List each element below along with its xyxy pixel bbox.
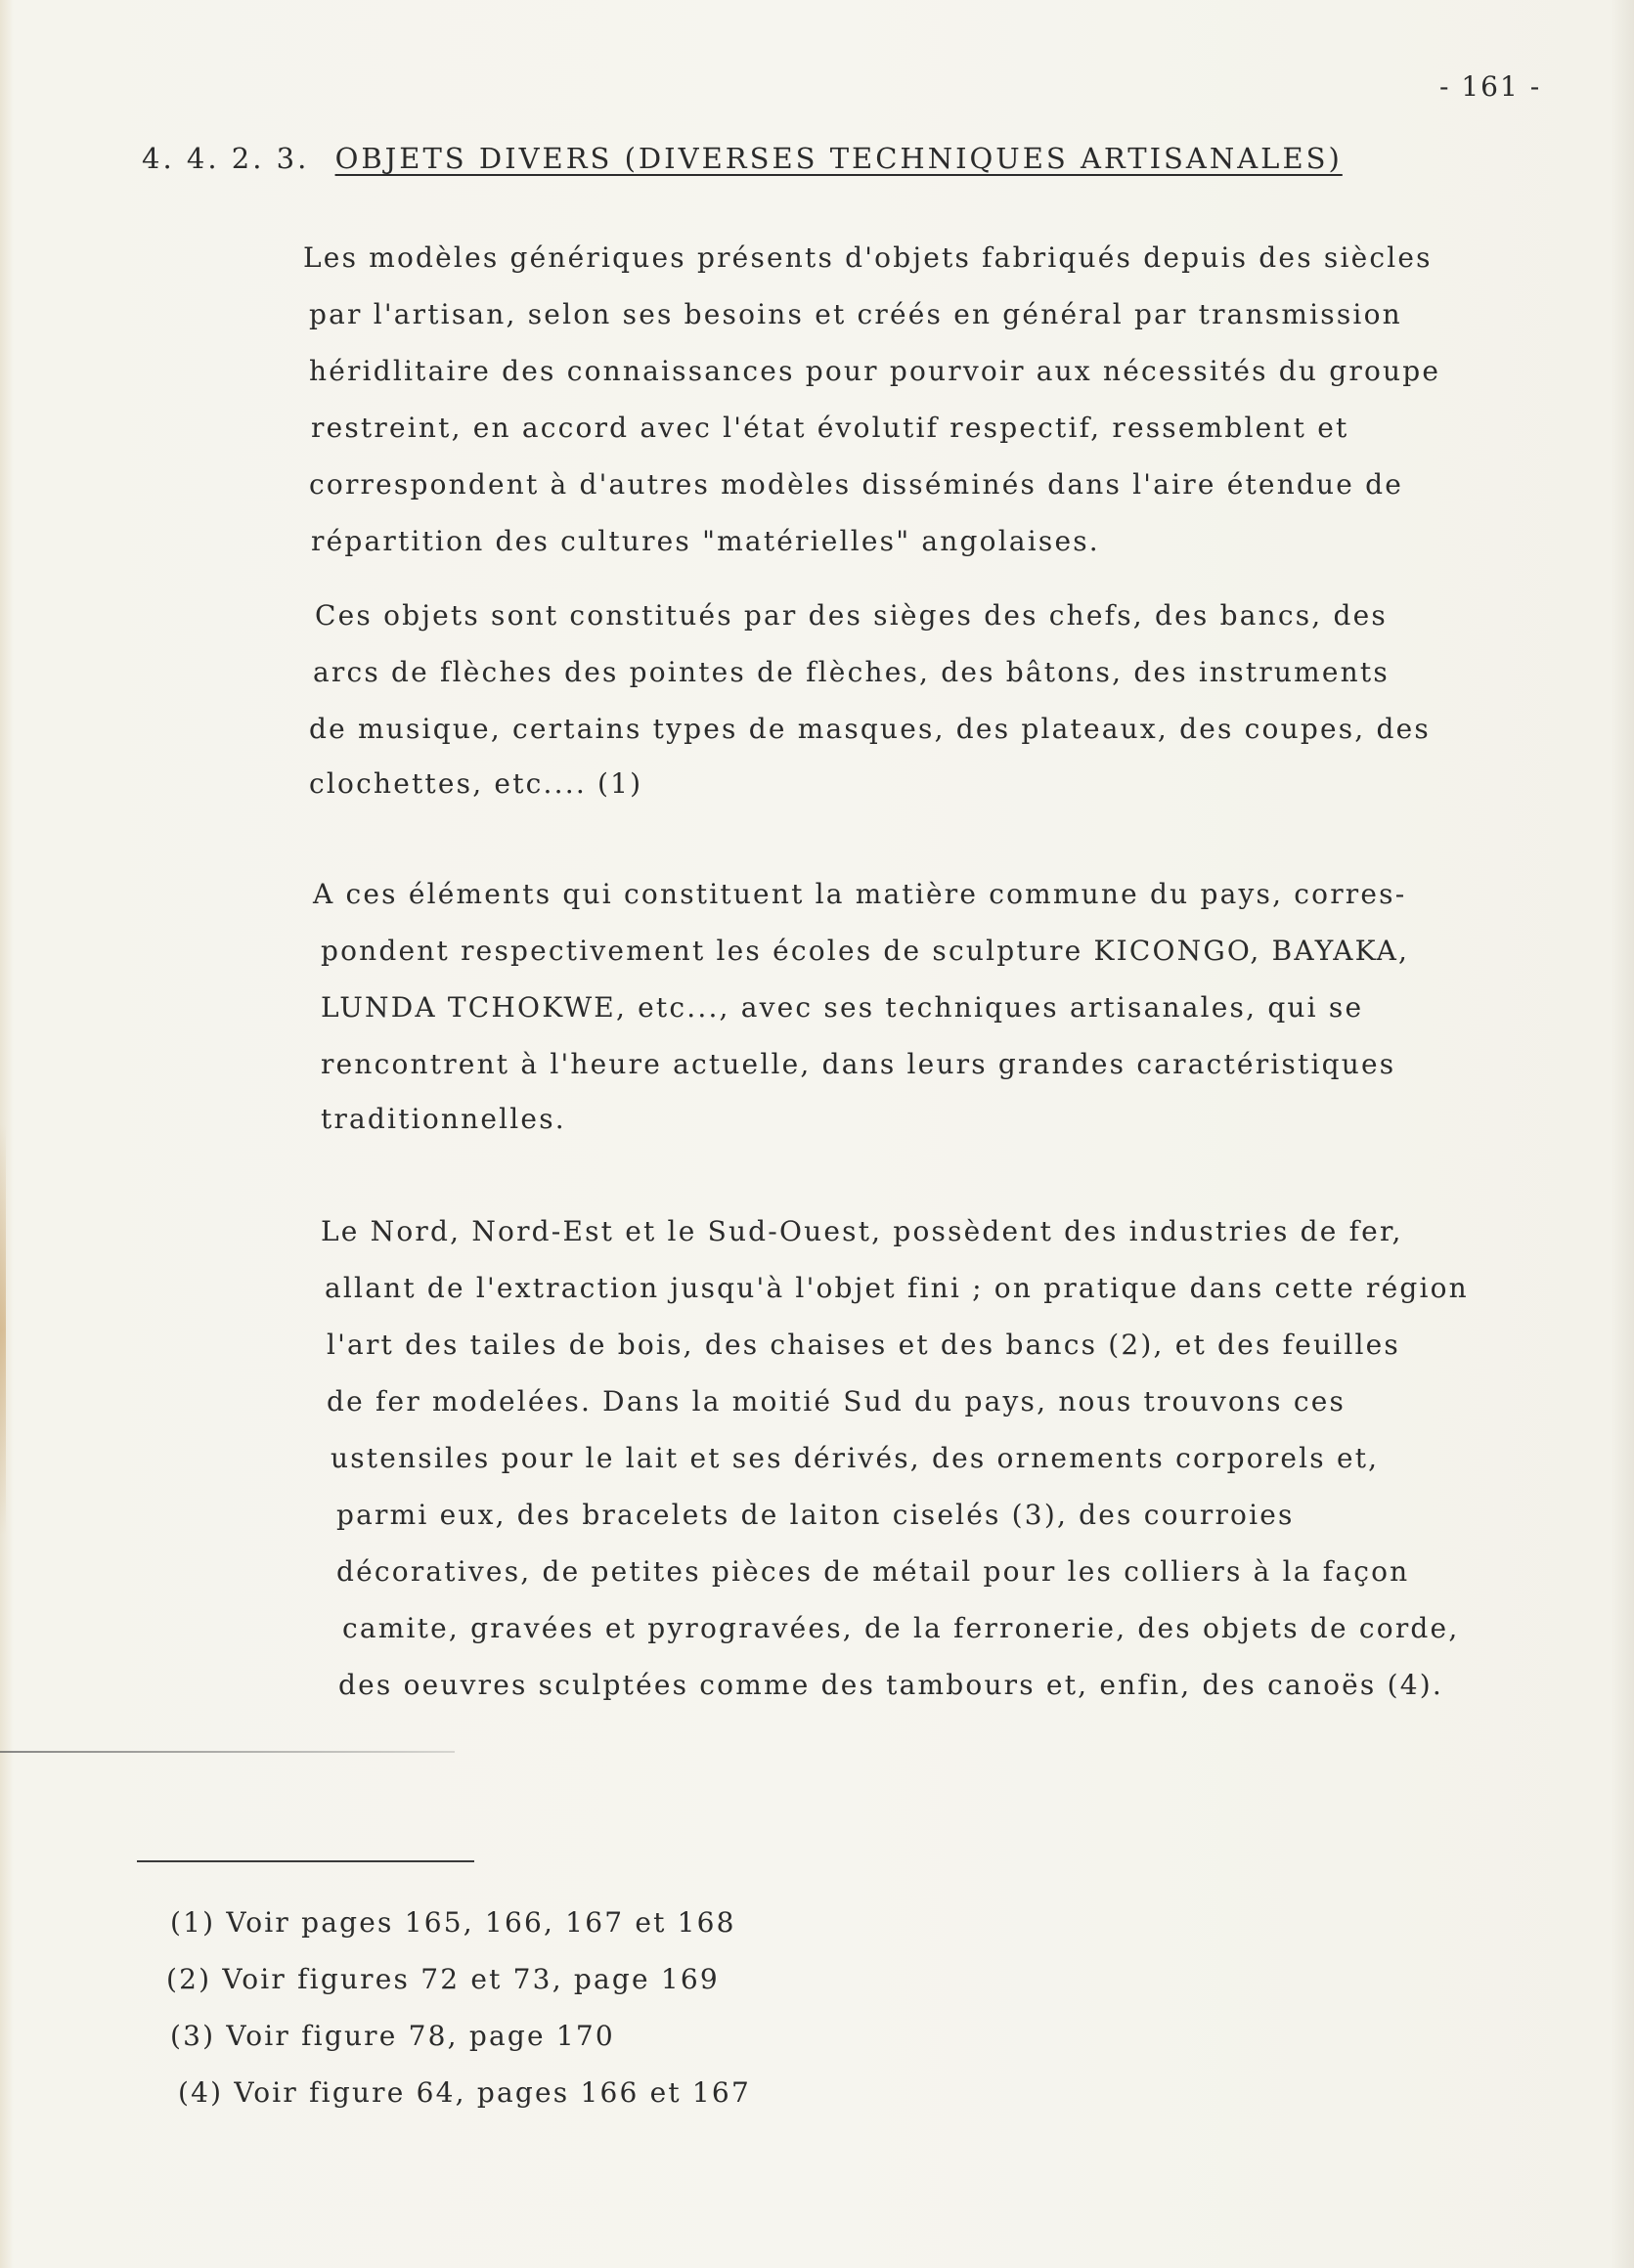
text-line: traditionnelles. (321, 1103, 566, 1135)
text-line: Ces objets sont constitués par des sièges des chefs, des bancs, des (315, 599, 1388, 632)
section-title: OBJETS DIVERS (DIVERSES TECHNIQUES ARTISANALES) (334, 142, 1343, 175)
section-heading (142, 142, 1343, 175)
text-line: décoratives, de petites pièces de métail pour les colliers à la façon (336, 1555, 1410, 1588)
text-line: l'art des tailes de bois, des chaises et des bancs (2), et des feuilles (327, 1329, 1400, 1361)
stray-pencil-line (0, 1751, 455, 1753)
text-line: A ces éléments qui constituent la matière commune du pays, corres- (313, 878, 1407, 910)
footnote-item: (4) Voir figure 64, pages 166 et 167 (178, 2076, 751, 2109)
text-line: Les modèles génériques présents d'objets fabriqués depuis des siècles (303, 241, 1433, 274)
text-line: Le Nord, Nord-Est et le Sud-Ouest, possèdent des industries de fer, (321, 1215, 1403, 1247)
footnote-item: (1) Voir pages 165, 166, 167 et 168 (170, 1906, 736, 1939)
text-line: LUNDA TCHOKWE, etc..., avec ses techniques artisanales, qui se (321, 991, 1364, 1024)
text-line: arcs de flèches des pointes de flèches, des bâtons, des instruments (313, 656, 1390, 688)
section-number: 4. 4. 2. 3. (142, 142, 310, 175)
text-line: restreint, en accord avec l'état évolutif respectif, ressemblent et (311, 412, 1349, 444)
text-line: ustensiles pour le lait et ses dérivés, des ornements corporels et, (331, 1442, 1380, 1474)
text-line: pondent respectivement les écoles de sculpture KICONGO, BAYAKA, (321, 935, 1410, 967)
paper-stain (0, 1124, 6, 1535)
text-line: rencontrent à l'heure actuelle, dans leurs grandes caractéristiques (321, 1048, 1396, 1080)
text-line: parmi eux, des bracelets de laiton ciselés (3), des courroies (336, 1499, 1295, 1531)
text-line: camite, gravées et pyrogravées, de la ferronerie, des objets de corde, (342, 1612, 1460, 1644)
text-line: clochettes, etc.... (1) (309, 767, 643, 800)
text-line: héridlitaire des connaissances pour pourvoir aux nécessités du groupe (309, 355, 1441, 387)
footnote-item: (3) Voir figure 78, page 170 (170, 2020, 615, 2052)
text-line: allant de l'extraction jusqu'à l'objet fini ; on pratique dans cette région (325, 1272, 1469, 1304)
text-line: par l'artisan, selon ses besoins et créés en général par transmission (309, 298, 1402, 330)
text-line: de fer modelées. Dans la moitié Sud du pays, nous trouvons ces (327, 1385, 1347, 1418)
footnote-divider (137, 1860, 474, 1862)
text-line: correspondent à d'autres modèles disséminés dans l'aire étendue de (309, 468, 1404, 501)
text-line: des oeuvres sculptées comme des tambours et, enfin, des canoës (4). (338, 1669, 1443, 1701)
text-line: de musique, certains types de masques, des plateaux, des coupes, des (309, 713, 1431, 745)
page-number: - 161 - (1439, 70, 1542, 103)
text-line: répartition des cultures "matérielles" angolaises. (311, 525, 1100, 557)
footnote-item: (2) Voir figures 72 et 73, page 169 (166, 1963, 720, 1995)
page-edge-shadow (1611, 0, 1634, 2268)
